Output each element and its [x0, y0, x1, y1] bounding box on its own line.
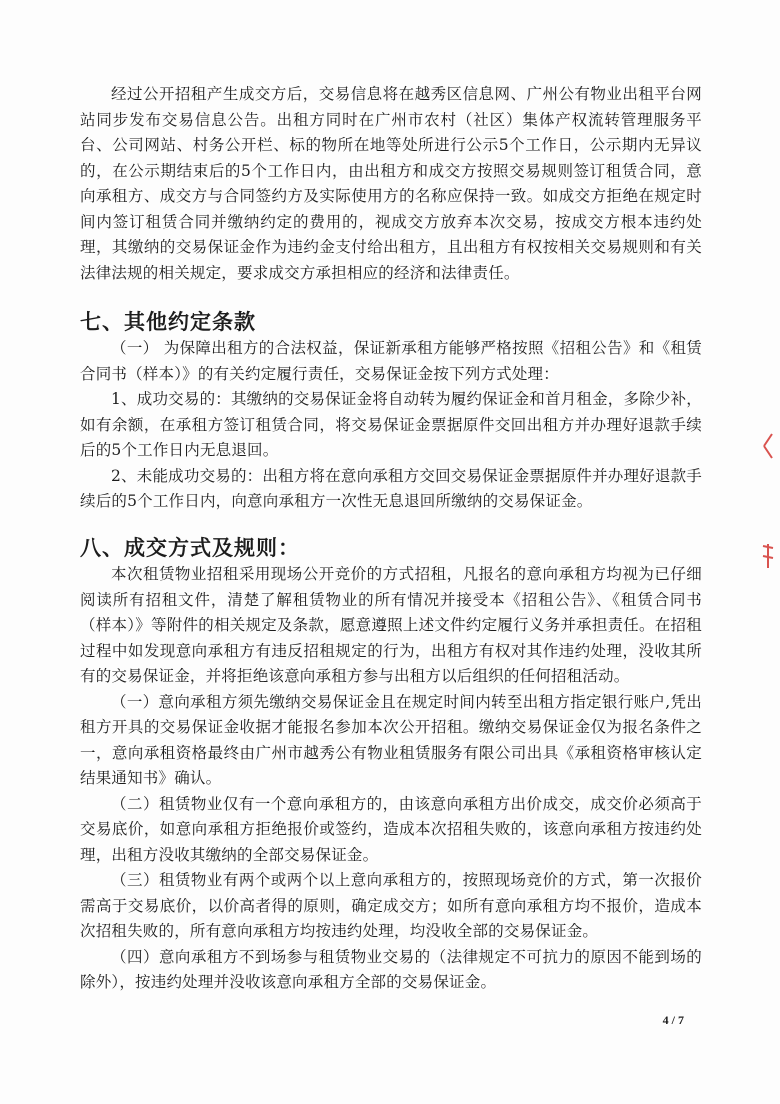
- section-heading-8: 八、成交方式及规则：: [80, 536, 300, 560]
- clause-8-intro: 本次租赁物业招租采用现场公开竞价的方式招租，凡报名的意向承租方均视为已仔细阅读所有招租文件，清楚了解租赁物业的所有情况并接受本《招租公告》、《租赁合同书（样本）》等附件的相关规定及条款，愿意遵照上述文件约定履行义务并承担责任。在招租过程中如发现意向承租方有违反招租规定的行为，出租方有权对其作违约处理，没收其所有的交易保证金，并将拒绝该意向承租方参与出租方以后组织的任何招租活动。: [80, 565, 702, 685]
- paragraph-transaction-publicity: [80, 82, 702, 286]
- seal-fragment-bottom: [760, 540, 776, 570]
- clause-7-1-item-1: 1、成功交易的：其缴纳的交易保证金将自动转为履约保证金和首月租金，多除少补，如有余额，在承租方签订租赁合同，将交易保证金票据原件交回出租方并办理好退款手续后的5个工作日内无息退回。: [80, 390, 702, 459]
- clause-7-1-item-2: 2、未能成功交易的：出租方将在意向承租方交回交易保证金票据原件并办理好退款手续后的5个工作日内，向意向承租方一次性无息退回所缴纳的交易保证金。: [80, 466, 702, 510]
- clause-8-2: （二）租赁物业仅有一个意向承租方的，由该意向承租方出价成交，成交价必须高于交易底价，如意向承租方拒绝报价或签约，造成本次招租失败的，该意向承租方按违约处理，出租方没收其缴纳的全部交易保证金。: [80, 794, 702, 864]
- paragraph-text: 经过公开招租产生成交方后，交易信息将在越秀区信息网、广州公有物业出租平台网站同步发布交易信息公告。出租方同时在广州市农村（社区）集体产权流转管理服务平台、公司网站、村务公开栏、标的物所在地等处所进行公示5个工作日，公示期内无异议的，在公示期结束后的5个工作日内，由出租方和成交方按照交易规则签订租赁合同，意向承租方、成交方与合同签约方及实际使用方的名称应保持一致。如成交方拒绝在规定时间内签订租赁合同并缴纳约定的费用的，视成交方放弃本次交易，按成交方根本违约处理，其缴纳的交易保证金作为违约金支付给出租方，且出租方有权按相关交易规则和有关法律法规的相关规定，要求成交方承担相应的经济和法律责任。: [80, 85, 702, 282]
- seal-fragment-top: [760, 432, 776, 462]
- section-7-body: [80, 336, 702, 515]
- section-8-body: [80, 562, 702, 996]
- clause-8-3: （三）租赁物业有两个或两个以上意向承租方的，按照现场竞价的方式，第一次报价需高于交易底价，以价高者得的原则，确定成交方；如所有意向承租方均不报价，造成本次招租失败的，所有意向承租方均按违约处理，均没收全部的交易保证金。: [80, 871, 702, 940]
- section-heading-7: 七、其他约定条款: [80, 310, 256, 334]
- clause-8-1: （一）意向承租方须先缴纳交易保证金且在规定时间内转至出租方指定银行账户,凭出租方开具的交易保证金收据才能报名参加本次公开招租。缴纳交易保证金仅为报名条件之一，意向承租资格最终由广州市越秀公有物业租赁服务有限公司出具《承租资格审核认定结果通知书》确认。: [80, 692, 702, 787]
- page-number: 4 / 7: [662, 1013, 684, 1027]
- clause-7-1: （一） 为保障出租方的合法权益，保证新承租方能够严格按照《招租公告》和《租赁合同书（样本）》的有关约定履行责任，交易保证金按下列方式处理：: [80, 339, 702, 383]
- clause-8-4: （四）意向承租方不到场参与租赁物业交易的（法律规定不可抗力的原因不能到场的除外），按违约处理并没收该意向承租方全部的交易保证金。: [80, 947, 702, 991]
